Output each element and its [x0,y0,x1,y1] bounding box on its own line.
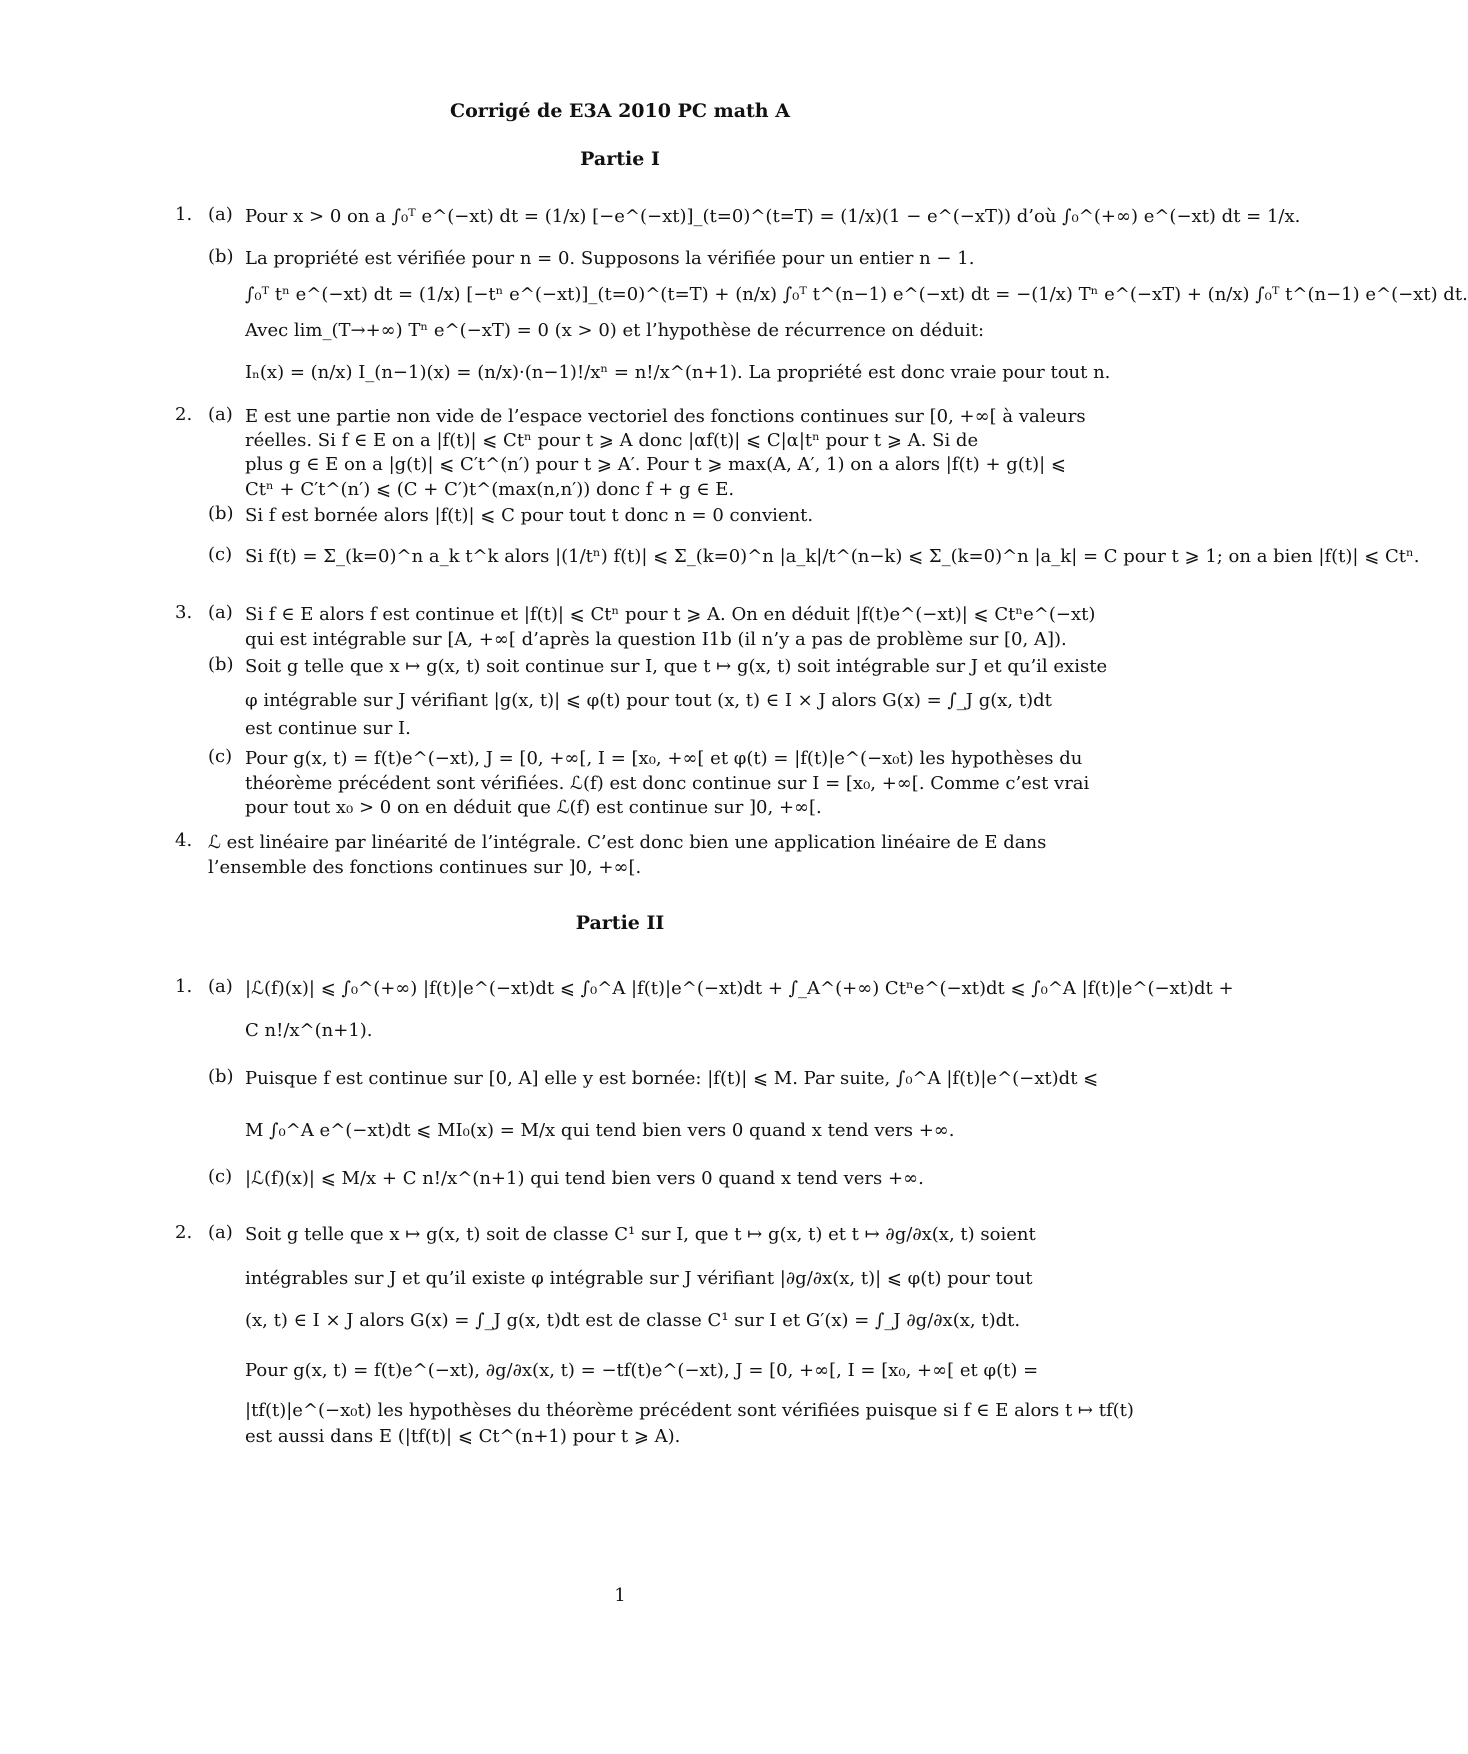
page-number: 1 [614,1585,626,1606]
answer-line: Si f est bornée alors |f(t)| ⩽ C pour tout t donc n = 0 convient. [245,505,814,526]
answer-line: qui est intégrable sur [A, +∞[ d’après la question I1b (il n’y a pas de problème sur [0, A]). [245,629,1067,650]
part-ii-title: Partie II [575,912,665,934]
answer-line: |tf(t)|e^(−x₀t) les hypothèses du théorème précédent sont vérifiées puisque si f ∈ E alors t ↦ tf(t) [245,1400,1134,1421]
answer-line: φ intégrable sur J vérifiant |g(x, t)| ⩽ φ(t) pour tout (x, t) ∈ I × J alors G(x) = ∫_J g(x, t)dt [245,690,1052,711]
answer-line: intégrables sur J et qu’il existe φ intégrable sur J vérifiant |∂g/∂x(x, t)| ⩽ φ(t) pour tout [245,1268,1033,1289]
subquestion-label: (b) [208,654,234,675]
answer-line: Si f ∈ E alors f est continue et |f(t)| ⩽ Ctⁿ pour t ⩾ A. On en déduit |f(t)e^(−xt)| ⩽ Ctⁿe^(−xt) [245,604,1096,625]
part-i-title: Partie I [580,148,660,170]
answer-line: Soit g telle que x ↦ g(x, t) soit de classe C¹ sur I, que t ↦ g(x, t) et t ↦ ∂g/∂x(x, t) soient [245,1224,1036,1245]
subquestion-label: (b) [208,246,234,267]
answer-line: théorème précédent sont vérifiées. ℒ(f) est donc continue sur I = [x₀, +∞[. Comme c’est vrai [245,773,1090,794]
answer-line: ℒ est linéaire par linéarité de l’intégrale. C’est donc bien une application linéaire de E dans [208,832,1047,853]
question-number: 2. [175,1222,193,1243]
answer-line: est aussi dans E (|tf(t)| ⩽ Ct^(n+1) pour t ⩾ A). [245,1426,681,1447]
answer-line: La propriété est vérifiée pour n = 0. Supposons la vérifiée pour un entier n − 1. [245,248,975,269]
subquestion-label: (c) [208,746,233,767]
question-number: 4. [175,830,193,851]
subquestion-label: (c) [208,544,233,565]
answer-line: (x, t) ∈ I × J alors G(x) = ∫_J g(x, t)dt est de classe C¹ sur I et G′(x) = ∫_J ∂g/∂x(x, t)dt. [245,1310,1021,1331]
answer-line: Si f(t) = Σ_(k=0)^n a_k t^k alors |(1/tⁿ) f(t)| ⩽ Σ_(k=0)^n |a_k|/t^(n−k) ⩽ Σ_(k=0)^n |a_k| = C pour t ⩾ 1; on a bien |f(t)| ⩽ Ctⁿ. [245,546,1420,567]
answer-line: |ℒ(f)(x)| ⩽ ∫₀^(+∞) |f(t)|e^(−xt)dt ⩽ ∫₀^A |f(t)|e^(−xt)dt + ∫_A^(+∞) Ctⁿe^(−xt)dt ⩽ ∫₀^A |f(t)|e^(−xt)dt + [245,978,1234,999]
answer-line: Iₙ(x) = (n/x) I_(n−1)(x) = (n/x)·(n−1)!/xⁿ = n!/x^(n+1). La propriété est donc vraie pour tout n. [245,362,1111,383]
answer-line: est continue sur I. [245,718,411,739]
answer-line: C n!/x^(n+1). [245,1020,373,1041]
subquestion-label: (a) [208,1222,233,1243]
answer-line: Puisque f est continue sur [0, A] elle y est bornée: |f(t)| ⩽ M. Par suite, ∫₀^A |f(t)|e^(−xt)dt ⩽ [245,1068,1099,1089]
question-number: 2. [175,404,193,425]
question-number: 1. [175,204,193,225]
subquestion-label: (b) [208,503,234,524]
answer-line: Soit g telle que x ↦ g(x, t) soit continue sur I, que t ↦ g(x, t) soit intégrable sur J et qu’il existe [245,656,1108,677]
answer-line: M ∫₀^A e^(−xt)dt ⩽ MI₀(x) = M/x qui tend bien vers 0 quand x tend vers +∞. [245,1120,955,1141]
answer-line: ∫₀ᵀ tⁿ e^(−xt) dt = (1/x) [−tⁿ e^(−xt)]_(t=0)^(t=T) + (n/x) ∫₀ᵀ t^(n−1) e^(−xt) dt = −(1/x) Tⁿ e^(−xT) + (n/x) ∫₀ᵀ t^(n−1) e^(−xt) dt. [245,284,1468,305]
question-number: 3. [175,602,193,623]
answer-line: E est une partie non vide de l’espace vectoriel des fonctions continues sur [0, +∞[ à valeurs [245,406,1086,427]
answer-line: Pour g(x, t) = f(t)e^(−xt), ∂g/∂x(x, t) = −tf(t)e^(−xt), J = [0, +∞[, I = [x₀, +∞[ et φ(t) = [245,1360,1039,1381]
subquestion-label: (a) [208,404,233,425]
subquestion-label: (a) [208,204,233,225]
subquestion-label: (a) [208,976,233,997]
answer-line: Pour x > 0 on a ∫₀ᵀ e^(−xt) dt = (1/x) [−e^(−xt)]_(t=0)^(t=T) = (1/x)(1 − e^(−xT)) d’où ∫₀^(+∞) e^(−xt) dt = 1/x. [245,206,1301,227]
subquestion-label: (b) [208,1066,234,1087]
answer-line: Ctⁿ + C′t^(n′) ⩽ (C + C′)t^(max(n,n′)) donc f + g ∈ E. [245,479,735,500]
document-title: Corrigé de E3A 2010 PC math A [450,100,790,122]
question-number: 1. [175,976,193,997]
subquestion-label: (c) [208,1166,233,1187]
answer-line: l’ensemble des fonctions continues sur ]0, +∞[. [208,857,642,878]
answer-line: Avec lim_(T→+∞) Tⁿ e^(−xT) = 0 (x > 0) et l’hypothèse de récurrence on déduit: [245,320,985,341]
subquestion-label: (a) [208,602,233,623]
answer-line: Pour g(x, t) = f(t)e^(−xt), J = [0, +∞[, I = [x₀, +∞[ et φ(t) = |f(t)|e^(−x₀t) les hypothèses du [245,748,1083,769]
answer-line: |ℒ(f)(x)| ⩽ M/x + C n!/x^(n+1) qui tend bien vers 0 quand x tend vers +∞. [245,1168,924,1189]
answer-line: plus g ∈ E on a |g(t)| ⩽ C′t^(n′) pour t ⩾ A′. Pour t ⩾ max(A, A′, 1) on a alors |f(t) + g(t)| ⩽ [245,454,1066,475]
answer-line: pour tout x₀ > 0 on en déduit que ℒ(f) est continue sur ]0, +∞[. [245,797,822,818]
answer-line: réelles. Si f ∈ E on a |f(t)| ⩽ Ctⁿ pour t ⩾ A donc |αf(t)| ⩽ C|α|tⁿ pour t ⩾ A. Si de [245,430,979,451]
